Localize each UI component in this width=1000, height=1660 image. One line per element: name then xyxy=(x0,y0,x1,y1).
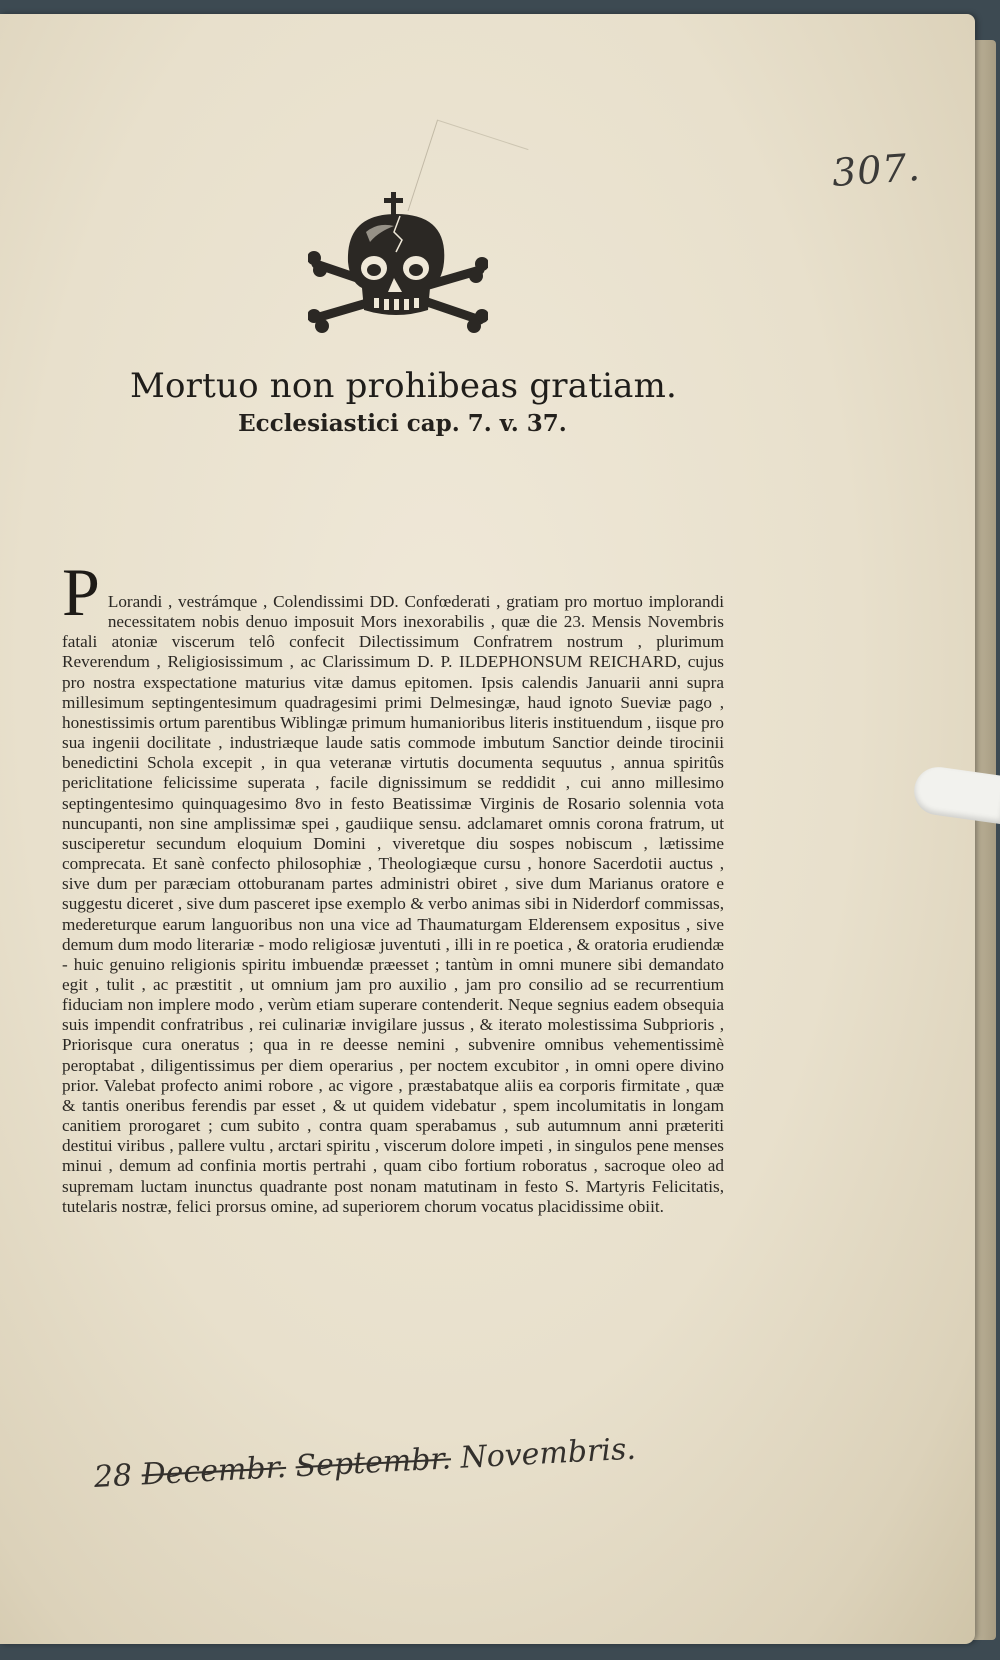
drop-cap: P xyxy=(62,554,100,630)
obituary-body: Lorandi , vestrámque , Colendissimi DD. Confœderati , gratiam pro mortuo implorandi necessitatem nobis denuo imposuit Mors inexorabilis , quæ die 23. Mensis Novembris fatali atoniæ viscerum telô confecit Dilectissimum Confratrem nostrum , plurimum Reverendum , Religiosissimum , ac Clarissimum D. P. ILDEPHONSUM REICHARD, cujus pro nostra exspectatione maturius vitæ damus epitomen. Ipsis calendis Januarii anni supra millesimum septingentesimum quadragesimi primi Delmesingæ, haud ignoto Sueviæ pago , honestissimis ortum parentibus Wiblingæ primum humanioribus literis instituendum , iisque pro sua ingenii docilitate , industriæque laude satis commode imbutum Sanctior deinde tirocinii benedictini Schola excepit , in qua veteranæ virtutis documenta sequutus , annua spiritûs periclitatione felicissime superata , facile dignissimum se reddidit , cui anno millesimo septingentesimo quinquagesimo 8vo in festo Beatissimæ Virginis de Rosario solennia vota nuncupanti, non sine amplissimæ spei , gaudiique sensu. adclamaret omnis corona fratrum, ut susciperetur secundum eloquium Domini , viveretque diu sospes nobiscum , lætissime comprecata. Et sanè confecto philosophiæ , Theologiæque cursu , honore Sacerdotii auctus , sive dum per paræciam ottoburanam partes administri obiret , sive dum Marianus oratore e suggestu diceret , sive dum pasceret ipse exemplo & verbo animas sibi in Niderdorf commissas, medereturque earum languoribus non una vice ad Thaumaturgam Elderensem expositus , sive demum dum modo literariæ - modo religiosæ juventuti , illi in re poetica , & oratoria erudiendæ - huic genuino religionis spiritu imbuendæ præesset ; tantùm in omni munere sibi demandato egit , tulit , ac præstitit , ut omnium jam pro auxilio , jam pro consilio ad se recurrentium fiduciam non implere modo , verùm etiam superare contenderit. Neque segnius eadem obsequia suis impendit confratribus , rei culinariæ invigilare jussus , & iterato molestissima Subprioris , Priorisque cura oneratus ; qua in re deesse nemini , subvenire omnibus vehementissimè peroptabat , diligentissimus per diem operarius , per noctem excubitor , in omni opere divino prior. Valebat profecto animi robore , ac vigore , præstabatque aliis ea corporis firmitate , quæ & tantis oneribus ferendis par esset , & ut quidem videbatur , spem incolumitatis in longam canitiem prorogaret ; cum subito , contra quam sperabamus , sub autumnum anni præteriti destitui viribus , pallere vultu , arctari spiritu , viscerum dolore impeti , in singulos pene menses minui , demum ad confinia mortis pertrahi , quam cibo fortium roboratus , sacroque oleo ad supremam luctam inunctus quadrante post nonam matutinam in festo S. Martyris Felicitatis, tutelaris nostræ, felici prorsus omine, ad superiorem chorum vocatus placidissime obiit. xyxy=(62,592,724,1216)
annotation-struck-2: Septembr. xyxy=(294,1441,452,1485)
obituary-text xyxy=(62,554,724,1217)
annotation-final: Novembris. xyxy=(459,1431,637,1476)
annotation-day: 28 xyxy=(93,1458,134,1495)
motto-heading: Mortuo non prohibeas gratiam. xyxy=(130,366,678,406)
page-number: 307. xyxy=(830,144,923,196)
annotation-struck-1: Decembr. xyxy=(140,1449,287,1493)
document-page xyxy=(0,14,975,1644)
handwritten-date-annotation xyxy=(93,1432,637,1495)
skull-and-crossbones-icon xyxy=(308,192,488,337)
scripture-citation: Ecclesiastici cap. 7. v. 37. xyxy=(238,410,567,437)
